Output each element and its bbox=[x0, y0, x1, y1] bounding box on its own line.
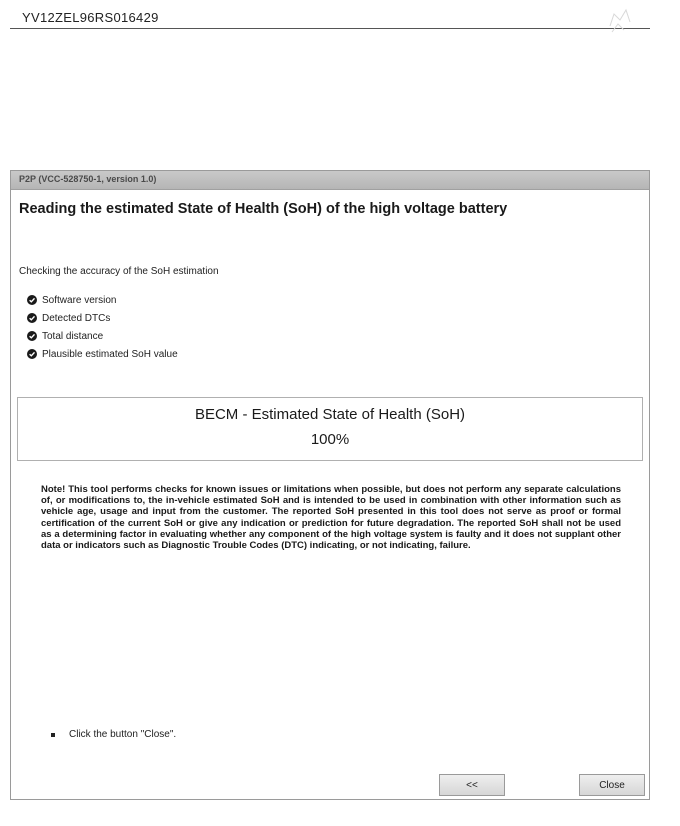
check-item-plausible-soh bbox=[27, 345, 178, 363]
dialog-titlebar bbox=[11, 171, 649, 190]
close-button[interactable]: Close bbox=[579, 774, 645, 796]
instruction-item bbox=[51, 729, 176, 740]
check-item-label: Total distance bbox=[42, 330, 104, 342]
check-item-detected-dtcs bbox=[27, 309, 178, 327]
check-list bbox=[27, 291, 178, 363]
soh-result-box bbox=[17, 397, 643, 461]
disclaimer-note: Note! This tool performs checks for known issues or limitations when possible, but does not perform any separate calculations of, or modifications to, the in-vehicle estimated SoH and is intended to be used in combination with other information such as vehicle age, usage and input from the customer. The reported SoH presented in this tool does not serve as proof or formal certification of the current SoH or give any indication or prediction for future degradation. The reported SoH shall not be used as a determining factor in evaluating whether any component of the high voltage system is faulty and it does not supplant other data or indicators such as Diagnostic Trouble Codes (DTC) indicating, or not indicating, failure. bbox=[41, 484, 621, 552]
check-circle-icon bbox=[27, 331, 37, 341]
check-item-label: Detected DTCs bbox=[42, 312, 111, 324]
soh-result-title: BECM - Estimated State of Health (SoH) bbox=[194, 406, 466, 423]
check-item-label: Plausible estimated SoH value bbox=[42, 348, 178, 360]
soh-dialog bbox=[10, 170, 650, 800]
check-intro-text: Checking the accuracy of the SoH estimation bbox=[19, 266, 219, 277]
check-item-software-version bbox=[27, 291, 178, 309]
soh-result-value: 100% bbox=[310, 431, 350, 448]
back-button[interactable]: << bbox=[439, 774, 505, 796]
header-divider bbox=[10, 28, 650, 29]
bullet-icon bbox=[51, 733, 55, 737]
dialog-title: P2P (VCC-528750-1, version 1.0) bbox=[19, 174, 157, 184]
check-item-total-distance bbox=[27, 327, 178, 345]
check-item-label: Software version bbox=[42, 294, 117, 306]
stamp-mark-icon bbox=[604, 4, 634, 36]
instruction-text: Click the button "Close". bbox=[69, 729, 177, 740]
check-circle-icon bbox=[27, 313, 37, 323]
check-circle-icon bbox=[27, 349, 37, 359]
check-circle-icon bbox=[27, 295, 37, 305]
vin-header: YV12ZEL96RS016429 bbox=[22, 10, 159, 25]
page-title: Reading the estimated State of Health (SoH) of the high voltage battery bbox=[19, 201, 508, 217]
